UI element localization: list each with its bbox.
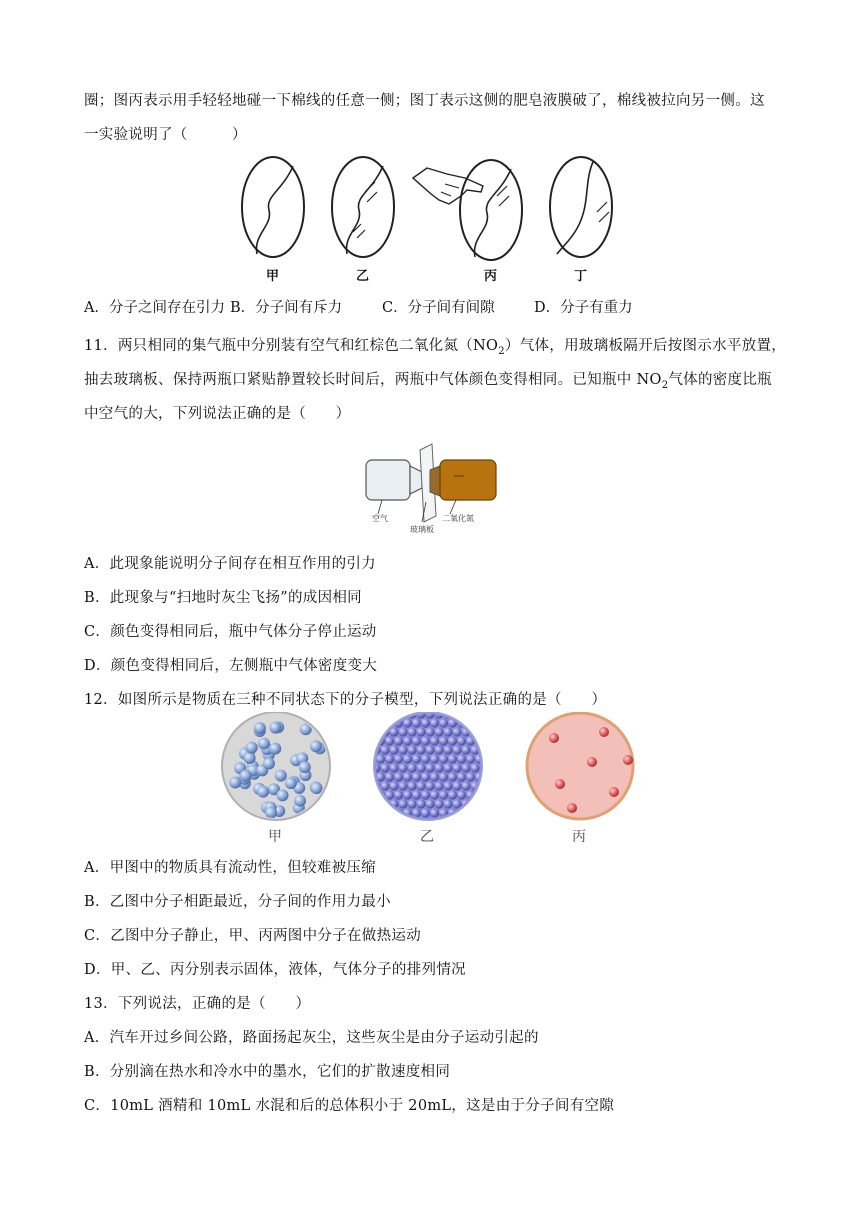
q10-text-line-1: 圈；图丙表示用手轻轻地碰一下棉线的任意一侧；图丁表示这侧的肥皂液膜破了，棉线被拉向另一侧。这: [84, 93, 765, 109]
molecule-ball: [466, 808, 475, 817]
molecule-ball: [299, 761, 311, 773]
molecule-ball: [385, 772, 394, 781]
molecule-ball: [434, 763, 443, 772]
molecule-ball: [484, 772, 493, 781]
molecule-ball: [434, 745, 443, 754]
molecule-ball: [430, 808, 439, 817]
model-bing: [527, 713, 633, 819]
molecule-ball: [403, 772, 412, 781]
molecule-ball: [421, 736, 430, 745]
q13-text-line-1: 13．下列说法，正确的是（ ）: [84, 996, 311, 1012]
molecule-ball: [376, 754, 385, 763]
molecule-ball: [275, 770, 287, 782]
q10-option-d[interactable]: D．分子有重力: [534, 300, 633, 316]
molecule-ball: [265, 807, 277, 819]
molecule-ball: [609, 787, 619, 797]
label-air: 空气: [372, 514, 388, 523]
molecule-ball: [416, 763, 425, 772]
hand-icon: [413, 168, 483, 204]
molecule-ball: [430, 772, 439, 781]
molecule-ball: [258, 738, 270, 750]
molecule-ball: [448, 754, 457, 763]
molecule-ball: [434, 781, 443, 790]
molecule-ball: [457, 736, 466, 745]
label-glass: 玻璃板: [410, 525, 434, 534]
molecule-ball: [439, 790, 448, 799]
oval-yi: [332, 157, 394, 257]
molecule-ball: [479, 712, 488, 719]
molecule-ball: [461, 763, 470, 772]
molecule-ball: [470, 817, 479, 822]
caption-q12-bing: 丙: [572, 829, 586, 845]
q11-option-c[interactable]: C．颜色变得相同后，瓶中气体分子停止运动: [84, 624, 377, 640]
molecule-ball: [475, 718, 484, 727]
molecule-ball: [403, 718, 412, 727]
molecule-ball: [448, 790, 457, 799]
molecule-ball: [380, 712, 389, 719]
molecule-ball: [567, 803, 577, 813]
molecule-ball: [425, 745, 434, 754]
molecule-ball: [385, 808, 394, 817]
molecule-ball: [371, 799, 380, 808]
molecule-ball: [416, 781, 425, 790]
q10-option-c[interactable]: C．分子间有间隙: [382, 300, 495, 316]
molecule-ball: [371, 712, 380, 719]
molecule-ball: [394, 754, 403, 763]
no2-jar: [440, 460, 496, 500]
molecule-ball: [407, 763, 416, 772]
molecule-ball: [389, 763, 398, 772]
molecule-ball: [371, 727, 380, 736]
molecule-ball: [623, 755, 633, 765]
molecule-ball: [398, 727, 407, 736]
molecule-ball: [599, 727, 609, 737]
molecule-ball: [412, 718, 421, 727]
molecule-ball: [421, 754, 430, 763]
molecule-ball: [416, 727, 425, 736]
caption-q12-yi: 乙: [420, 829, 434, 845]
molecule-ball: [244, 752, 256, 764]
molecule-ball: [452, 727, 461, 736]
molecule-ball: [434, 799, 443, 808]
molecule-ball: [457, 772, 466, 781]
q12-option-b[interactable]: B．乙图中分子相距最近，分子间的作用力最小: [84, 894, 391, 910]
molecule-ball: [484, 790, 493, 799]
label-no2: 二氧化氮: [442, 514, 474, 523]
molecule-ball: [311, 782, 323, 794]
molecule-ball: [269, 743, 281, 755]
oval-bing: [460, 160, 522, 260]
molecule-ball: [425, 781, 434, 790]
molecule-ball: [479, 727, 488, 736]
molecule-ball: [407, 745, 416, 754]
molecule-ball: [412, 790, 421, 799]
q12-option-d[interactable]: D．甲、乙、丙分别表示固体，液体，气体分子的排列情况: [84, 962, 466, 978]
molecule-ball: [549, 733, 559, 743]
molecule-ball: [425, 763, 434, 772]
molecule-ball: [443, 799, 452, 808]
molecule-ball: [452, 817, 461, 822]
molecule-ball: [466, 718, 475, 727]
molecule-ball: [461, 781, 470, 790]
molecule-models-figure: [220, 712, 640, 822]
molecule-ball: [263, 757, 275, 769]
molecule-ball: [398, 817, 407, 822]
molecule-ball: [439, 736, 448, 745]
molecule-ball: [484, 754, 493, 763]
molecule-ball: [376, 808, 385, 817]
caption-bing: 丙: [484, 269, 498, 284]
q11-option-d[interactable]: D．颜色变得相同后，左侧瓶中气体密度变大: [84, 658, 378, 674]
molecule-ball: [389, 745, 398, 754]
molecule-ball: [555, 779, 565, 789]
molecule-ball: [439, 718, 448, 727]
molecule-ball: [439, 754, 448, 763]
molecule-ball: [389, 817, 398, 822]
molecule-ball: [430, 754, 439, 763]
q10-option-b[interactable]: B．分子间有斥力: [230, 300, 343, 316]
caption-q12-jia: 甲: [268, 829, 282, 845]
molecule-ball: [246, 742, 258, 754]
molecule-ball: [394, 736, 403, 745]
molecule-ball: [479, 817, 488, 822]
caption-ding: 丁: [574, 269, 588, 284]
q13-option-c[interactable]: C．10mL 酒精和 10mL 水混和后的总体积小于 20mL，这是由于分子间有空隙: [84, 1098, 615, 1114]
molecule-ball: [285, 777, 297, 789]
molecule-ball: [380, 817, 389, 822]
molecule-ball: [310, 740, 322, 752]
molecule-ball: [277, 789, 289, 801]
molecule-ball: [398, 745, 407, 754]
molecule-ball: [461, 712, 470, 719]
molecule-ball: [421, 790, 430, 799]
molecule-ball: [484, 808, 493, 817]
molecule-ball: [389, 712, 398, 719]
q12-option-c[interactable]: C．乙图中分子静止，甲、丙两图中分子在做热运动: [84, 928, 421, 944]
q12-option-a[interactable]: A．甲图中的物质具有流动性，但较难被压缩: [84, 860, 376, 876]
molecule-ball: [385, 754, 394, 763]
molecule-ball: [452, 781, 461, 790]
molecule-ball: [443, 763, 452, 772]
molecule-ball: [461, 745, 470, 754]
molecule-ball: [407, 781, 416, 790]
molecule-ball: [403, 754, 412, 763]
air-jar: [366, 460, 410, 500]
molecule-ball: [430, 736, 439, 745]
q11-option-a[interactable]: A．此现象能说明分子间存在相互作用的引力: [84, 556, 376, 572]
molecule-ball: [403, 790, 412, 799]
molecule-ball: [443, 781, 452, 790]
oval-jia: [242, 157, 304, 257]
q11-text-line-1: 11．两只相同的集气瓶中分别装有空气和红棕色二氧化氮$(NO_2)$气体，用玻璃板隔开后按图示水平放置，: [84, 338, 787, 357]
molecule-ball: [452, 763, 461, 772]
molecule-ball: [466, 772, 475, 781]
molecule-ball: [385, 736, 394, 745]
molecule-ball: [425, 727, 434, 736]
molecule-ball: [380, 781, 389, 790]
molecule-ball: [416, 745, 425, 754]
molecule-ball: [421, 772, 430, 781]
molecule-ball: [394, 790, 403, 799]
molecule-ball: [416, 799, 425, 808]
molecule-ball: [457, 754, 466, 763]
q11-text-line-3: 中空气的大，下列说法正确的是（ ）: [84, 406, 351, 422]
molecule-ball: [398, 781, 407, 790]
molecule-ball: [443, 745, 452, 754]
molecule-ball: [376, 718, 385, 727]
molecule-ball: [479, 781, 488, 790]
molecule-ball: [412, 754, 421, 763]
q10-option-a[interactable]: A．分子之间存在引力: [84, 300, 225, 316]
molecule-ball: [443, 727, 452, 736]
molecule-ball: [412, 736, 421, 745]
q11-option-b[interactable]: B．此现象与“扫地时灰尘飞扬”的成因相同: [84, 590, 362, 606]
molecule-ball: [407, 727, 416, 736]
molecule-ball: [398, 763, 407, 772]
caption-yi: 乙: [356, 269, 370, 284]
molecule-ball: [371, 817, 380, 822]
molecule-ball: [412, 772, 421, 781]
molecule-ball: [448, 736, 457, 745]
q13-option-a[interactable]: A．汽车开过乡间公路，路面扬起灰尘，这些灰尘是由分子运动引起的: [84, 1030, 539, 1046]
molecule-ball: [407, 799, 416, 808]
soap-film-figure: [235, 150, 625, 290]
molecule-ball: [484, 718, 493, 727]
molecule-ball: [457, 790, 466, 799]
q11-text-line-2: 抽去玻璃板、保持两瓶口紧贴静置较长时间后，两瓶中气体颜色变得相同。已知瓶中 $NO_2$气体的密度比瓶: [84, 372, 772, 391]
molecule-ball: [269, 722, 281, 734]
q12-text-line-1: 12．如图所示是物质在三种不同状态下的分子模型，下列说法正确的是（ ）: [84, 692, 607, 708]
molecule-ball: [294, 795, 306, 807]
molecule-ball: [430, 718, 439, 727]
molecule-ball: [448, 772, 457, 781]
molecule-ball: [257, 786, 269, 798]
molecule-ball: [484, 736, 493, 745]
molecule-ball: [380, 745, 389, 754]
molecule-ball: [394, 772, 403, 781]
molecule-ball: [479, 799, 488, 808]
caption-jia: 甲: [266, 269, 280, 284]
molecule-ball: [421, 808, 430, 817]
molecule-ball: [430, 790, 439, 799]
molecule-ball: [434, 727, 443, 736]
molecule-ball: [254, 722, 266, 734]
molecule-ball: [470, 799, 479, 808]
molecule-ball: [470, 712, 479, 719]
molecule-ball: [240, 770, 252, 782]
molecule-ball: [229, 776, 241, 788]
molecule-ball: [466, 754, 475, 763]
q10-text-line-2: 一实验说明了（ ）: [84, 127, 247, 143]
molecule-ball: [380, 763, 389, 772]
molecule-ball: [461, 817, 470, 822]
molecule-ball: [425, 799, 434, 808]
molecule-ball: [403, 736, 412, 745]
molecule-ball: [389, 781, 398, 790]
molecule-ball: [475, 808, 484, 817]
molecule-ball: [398, 799, 407, 808]
molecule-ball: [587, 757, 597, 767]
molecule-ball: [421, 718, 430, 727]
q13-option-b[interactable]: B．分别滴在热水和冷水中的墨水，它们的扩散速度相同: [84, 1064, 451, 1080]
molecule-ball: [439, 772, 448, 781]
molecule-ball: [470, 763, 479, 772]
molecule-ball: [452, 745, 461, 754]
